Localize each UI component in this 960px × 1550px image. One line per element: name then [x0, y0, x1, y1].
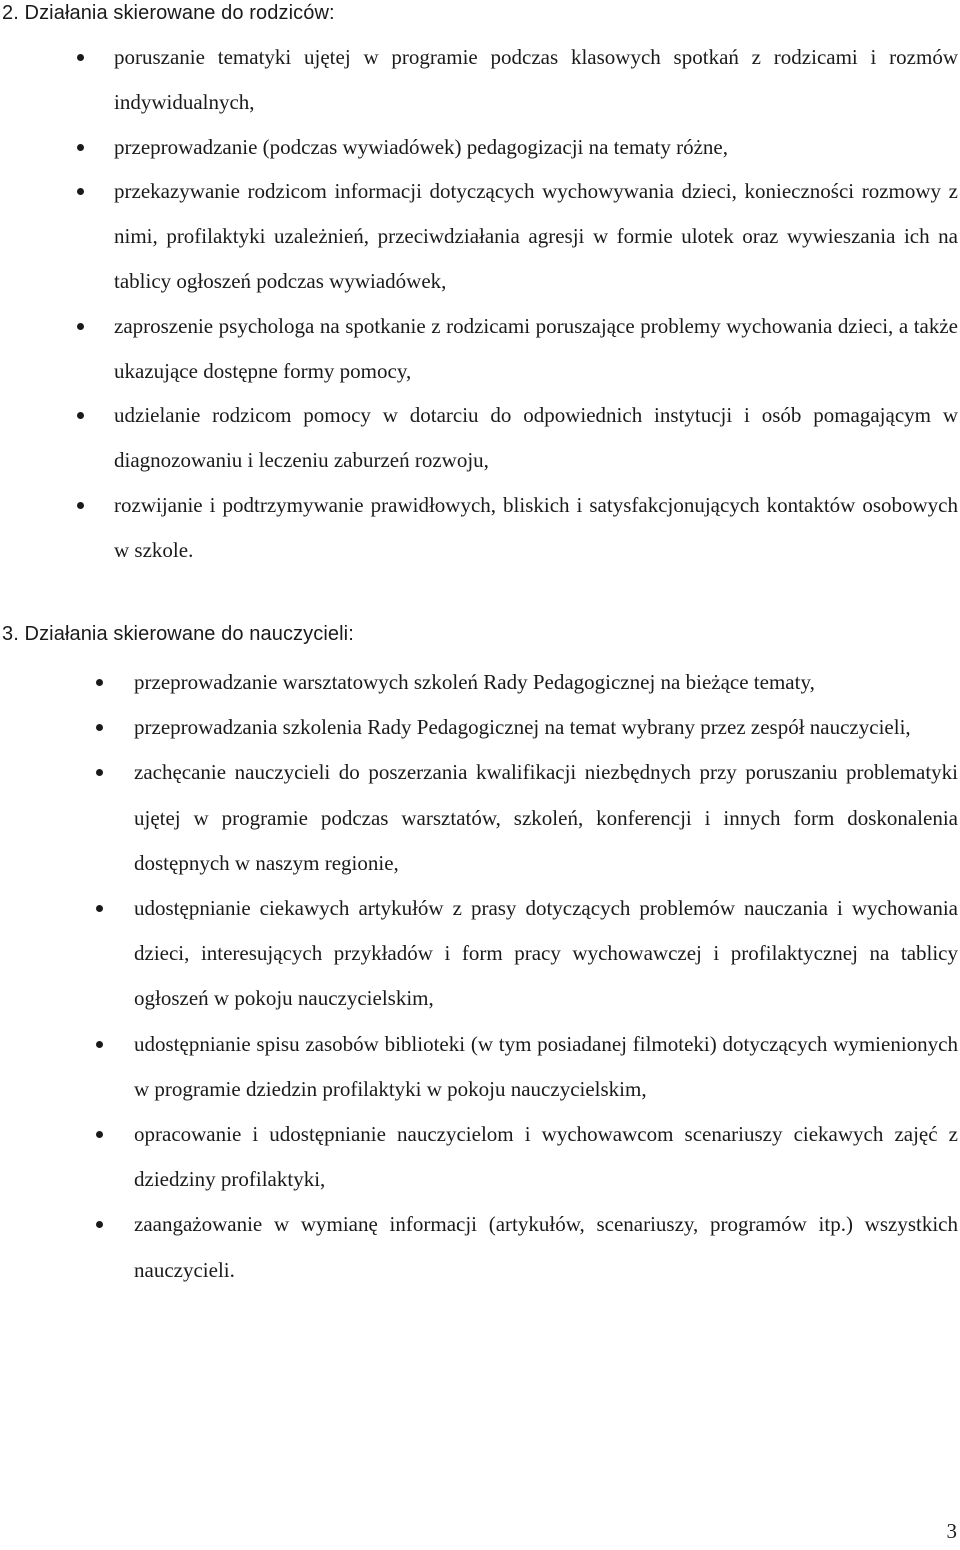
teachers-actions-list	[0, 660, 960, 1293]
list-item	[0, 393, 960, 483]
list-item-text: udostępnianie ciekawych artykułów z prasy dotyczących problemów nauczania i wychowania dzieci, interesujących przykładów i form pracy wychowawczej i profilaktycznej na tablicy ogłoszeń w pokoju nauczycielskim,	[134, 896, 958, 1011]
section-3-heading: 3. Działania skierowane do nauczycieli:	[2, 623, 354, 645]
list-item	[0, 1202, 960, 1292]
list-item-text: przekazywanie rodzicom informacji dotyczących wychowywania dzieci, konieczności rozmowy z nimi, profilaktyki uzależnień, przeciwdziałania agresji w formie ulotek oraz wywieszania ich na tablicy ogłoszeń podczas wywiadówek,	[114, 179, 958, 293]
list-item	[0, 1022, 960, 1112]
list-item-text: przeprowadzania szkolenia Rady Pedagogicznej na temat wybrany przez zespół nauczycieli,	[134, 715, 911, 740]
bullet-icon	[96, 679, 103, 686]
bullet-icon	[96, 1041, 103, 1048]
list-item-text: poruszanie tematyki ujętej w programie podczas klasowych spotkań z rodzicami i rozmów indywidualnych,	[114, 45, 958, 114]
list-item	[0, 483, 960, 573]
list-item	[0, 304, 960, 394]
list-item-text: zaangażowanie w wymianę informacji (artykułów, scenariuszy, programów itp.) wszystkich nauczycieli.	[134, 1212, 958, 1282]
list-item	[0, 660, 960, 705]
bullet-icon	[96, 905, 103, 912]
bullet-icon	[77, 144, 84, 151]
bullet-icon	[77, 502, 84, 509]
list-item-text: zaproszenie psychologa na spotkanie z rodzicami poruszające problemy wychowania dzieci, a także ukazujące dostępne formy pomocy,	[114, 313, 958, 383]
bullet-icon	[77, 412, 84, 419]
page-number: 3	[946, 1519, 957, 1543]
list-item	[0, 705, 960, 750]
list-item	[0, 35, 960, 125]
list-item-text: udostępnianie spisu zasobów biblioteki (w tym posiadanej filmoteki) dotyczących wymienionych w programie dziedzin profilaktyki w pokoju nauczycielskim,	[134, 1031, 958, 1101]
parents-actions-list	[0, 35, 960, 573]
list-item	[0, 125, 960, 170]
bullet-icon	[77, 323, 84, 330]
list-item-text: przeprowadzanie warsztatowych szkoleń Rady Pedagogicznej na bieżące tematy,	[134, 670, 815, 694]
list-item	[0, 750, 960, 886]
bullet-icon	[77, 188, 84, 195]
bullet-icon	[96, 1221, 103, 1228]
list-item	[0, 169, 960, 303]
list-item-text: udzielanie rodzicom pomocy w dotarciu do odpowiednich instytucji i osób pomagającym w diagnozowaniu i leczeniu zaburzeń rozwoju,	[114, 403, 958, 473]
bullet-icon	[96, 769, 103, 776]
section-2-heading: 2. Działania skierowane do rodziców:	[2, 2, 335, 24]
bullet-icon	[77, 54, 84, 61]
bullet-icon	[96, 1131, 103, 1138]
list-item-text: opracowanie i udostępnianie nauczycielom i wychowawcom scenariuszy ciekawych zajęć z dziedziny profilaktyki,	[134, 1122, 958, 1192]
bullet-icon	[96, 724, 103, 731]
list-item-text: zachęcanie nauczycieli do poszerzania kwalifikacji niezbędnych przy poruszaniu problematyki ujętej w programie podczas warsztatów, szkoleń, konferencji i innych form doskonalenia dostępnych w naszym regionie,	[134, 760, 958, 875]
list-item	[0, 886, 960, 1022]
list-item-text: przeprowadzanie (podczas wywiadówek) pedagogizacji na tematy różne,	[114, 134, 728, 159]
list-item-text: rozwijanie i podtrzymywanie prawidłowych, bliskich i satysfakcjonujących kontaktów osobowych w szkole.	[114, 492, 958, 562]
list-item	[0, 1112, 960, 1202]
